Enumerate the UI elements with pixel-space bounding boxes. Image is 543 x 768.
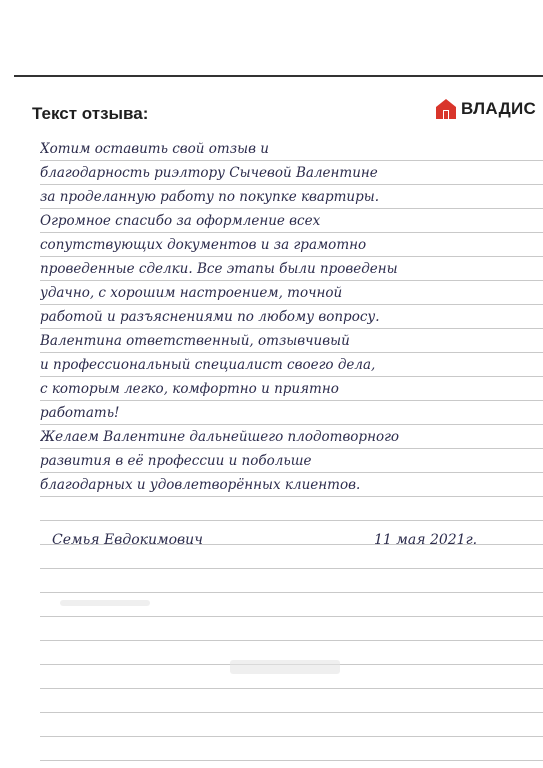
review-line: работать!: [40, 405, 120, 421]
review-line: за проделанную работу по покупке квартиры.: [40, 189, 380, 205]
ruled-line: [40, 640, 543, 641]
review-line: Огромное спасибо за оформление всех: [40, 213, 321, 229]
review-line: Желаем Валентине дальнейшего плодотворного: [40, 429, 400, 445]
page-title: Текст отзыва:: [32, 104, 149, 123]
signature-date: 11 мая 2021г.: [374, 532, 478, 548]
review-line: проведенные сделки. Все этапы были проведены: [40, 261, 398, 277]
ruled-line: [40, 688, 543, 689]
ruled-line: [40, 520, 543, 521]
house-icon: [434, 97, 458, 121]
ruled-line: [40, 760, 543, 761]
ruled-line: [40, 616, 543, 617]
review-line: и профессиональный специалист своего дела,: [40, 357, 376, 373]
review-line: Хотим оставить свой отзыв и: [40, 141, 269, 157]
review-line: благодарность риэлтору Сычевой Валентине: [40, 165, 378, 181]
review-line: работой и разъяснениями по любому вопросу.: [40, 309, 380, 325]
review-line: Валентина ответственный, отзывчивый: [40, 333, 350, 349]
review-line: развития в её профессии и побольше: [40, 453, 312, 469]
paper-smudge: [230, 660, 340, 674]
ruled-line: [40, 736, 543, 737]
paper-smudge: [60, 600, 150, 606]
brand-name: ВЛАДИС: [461, 99, 537, 118]
review-line: с которым легко, комфортно и приятно: [40, 381, 339, 397]
ruled-line: [40, 568, 543, 569]
top-divider: [14, 75, 543, 77]
review-line: удачно, с хорошим настроением, точной: [40, 285, 343, 301]
review-line: сопутствующих документов и за грамотно: [40, 237, 367, 253]
review-line: благодарных и удовлетворённых клиентов.: [40, 477, 361, 493]
ruled-line: [40, 592, 543, 593]
brand-logo: [434, 97, 536, 121]
ruled-line: [40, 712, 543, 713]
signature-name: Семья Евдокимович: [52, 532, 203, 548]
